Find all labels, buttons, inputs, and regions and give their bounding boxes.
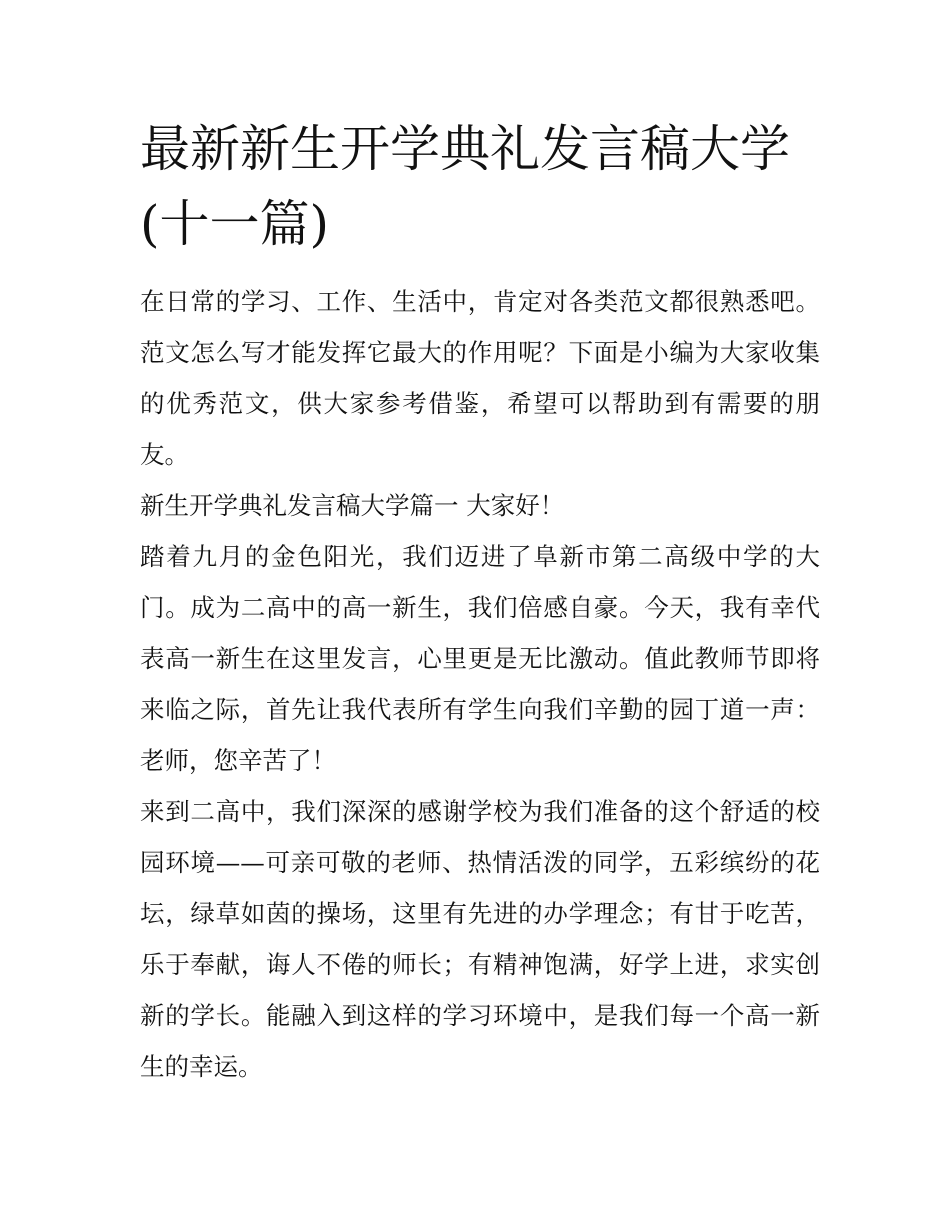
body-paragraph: 来到二高中，我们深深的感谢学校为我们准备的这个舒适的校园环境——可亲可敬的老师、热情活泼的同学，五彩缤纷的花坛，绿草如茵的操场，这里有先进的办学理念；有甘于吃苦，乐于奉献，诲人不倦的师长；有精神饱满，好学上进，求实创新的学长。能融入到这样的学习环境中，是我们每一个高一新生的幸运。 — [140, 797, 820, 1081]
section-heading-paragraph: 新生开学典礼发言稿大学篇一 大家好！ — [140, 491, 565, 520]
document-page — [140, 112, 820, 1092]
body-paragraph: 踏着九月的金色阳光，我们迈进了阜新市第二高级中学的大门。成为二高中的高一新生，我们倍感自豪。今天，我有幸代表高一新生在这里发言，心里更是无比激动。值此教师节即将来临之际，首先让我代表所有学生向我们辛勤的园丁道一声：老师，您辛苦了！ — [140, 542, 820, 775]
intro-paragraph: 在日常的学习、工作、生活中，肯定对各类范文都很熟悉吧。范文怎么写才能发挥它最大的作用呢？下面是小编为大家收集的优秀范文，供大家参考借鉴，希望可以帮助到有需要的朋友。 — [140, 287, 820, 469]
document-title: 最新新生开学典礼发言稿大学(十一篇) — [140, 120, 790, 253]
